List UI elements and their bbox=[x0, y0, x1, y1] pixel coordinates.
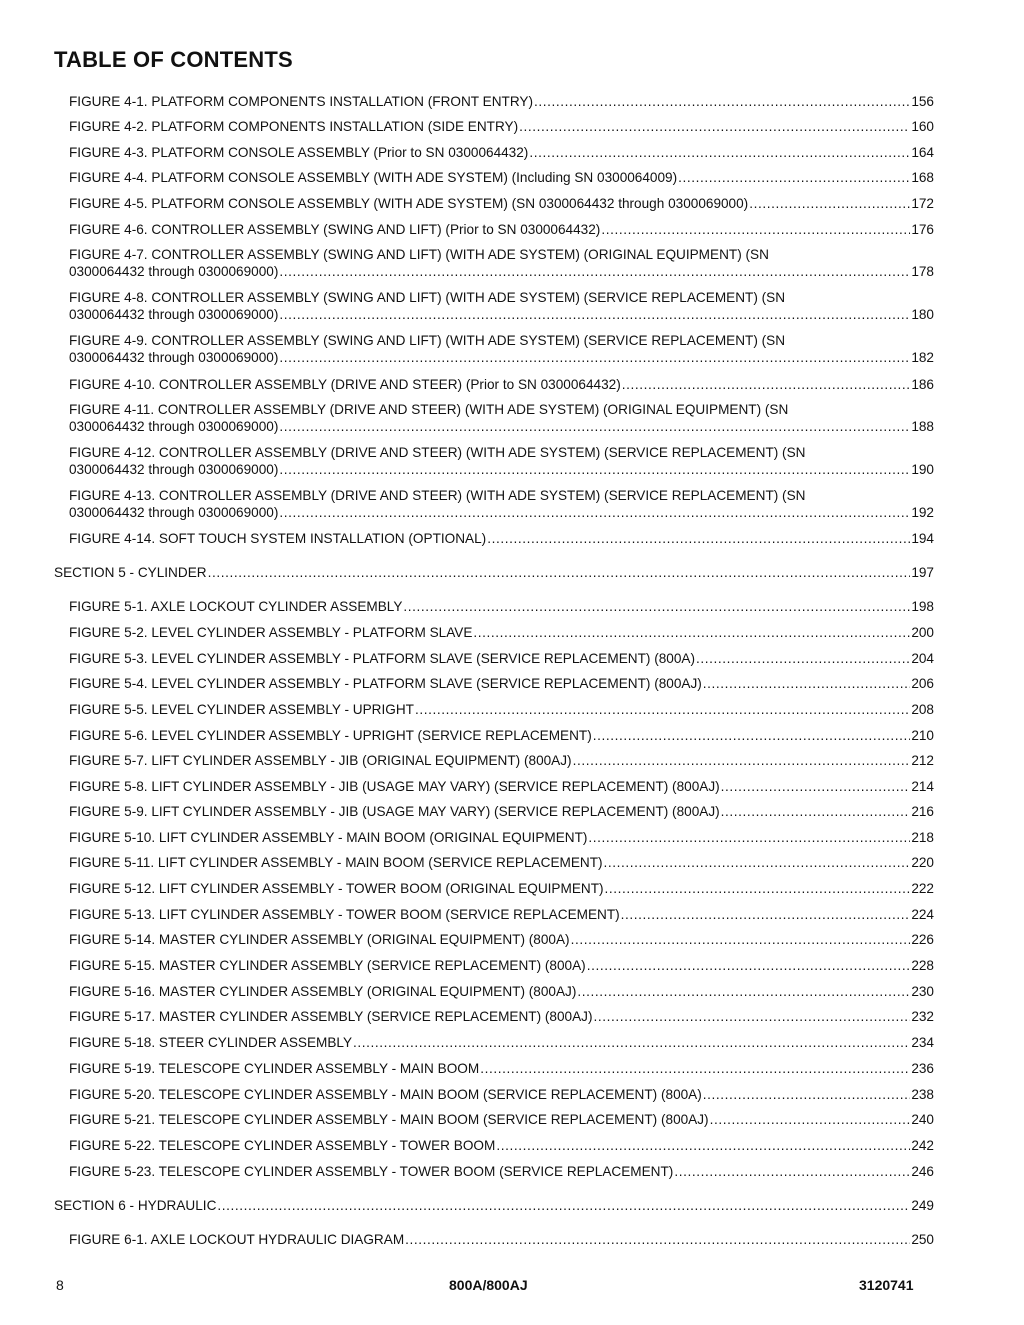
toc-figure-entry[interactable] bbox=[69, 1060, 934, 1077]
toc-entry-page-number: 176 bbox=[911, 222, 934, 237]
toc-entry-title: FIGURE 4-3. PLATFORM CONSOLE ASSEMBLY (Prior to SN 0300064432) bbox=[69, 145, 529, 160]
toc-figure-entry[interactable] bbox=[69, 931, 934, 948]
dot-leader bbox=[480, 1060, 910, 1077]
dot-leader bbox=[487, 530, 910, 547]
toc-entry-page-number: 242 bbox=[911, 1138, 934, 1153]
dot-leader bbox=[496, 1137, 910, 1154]
dot-leader bbox=[594, 1008, 911, 1025]
toc-entry-title: FIGURE 4-14. SOFT TOUCH SYSTEM INSTALLATION (OPTIONAL) bbox=[69, 531, 487, 546]
footer-page-number: 8 bbox=[56, 1277, 64, 1293]
toc-entry-page-number: 250 bbox=[911, 1232, 934, 1247]
toc-figure-entry[interactable] bbox=[69, 1008, 934, 1025]
toc-entry-title-line1: FIGURE 4-7. CONTROLLER ASSEMBLY (SWING AND LIFT) (WITH ADE SYSTEM) (ORIGINAL EQUIPMENT) (SN bbox=[69, 247, 769, 262]
dot-leader bbox=[601, 221, 910, 238]
toc-entry-title: FIGURE 5-1. AXLE LOCKOUT CYLINDER ASSEMBLY bbox=[69, 599, 403, 614]
toc-entry-title-line1: FIGURE 4-11. CONTROLLER ASSEMBLY (DRIVE AND STEER) (WITH ADE SYSTEM) (ORIGINAL EQUIPMENT) (SN bbox=[69, 402, 789, 417]
toc-entry-title: FIGURE 4-6. CONTROLLER ASSEMBLY (SWING AND LIFT) (Prior to SN 0300064432) bbox=[69, 222, 601, 237]
dot-leader bbox=[721, 803, 911, 820]
dot-leader bbox=[621, 906, 911, 923]
toc-figure-entry[interactable] bbox=[69, 444, 934, 478]
toc-entry-title: FIGURE 5-9. LIFT CYLINDER ASSEMBLY - JIB (USAGE MAY VARY) (SERVICE REPLACEMENT) (800AJ) bbox=[69, 804, 720, 819]
toc-entry-title: SECTION 5 - CYLINDER bbox=[54, 565, 207, 580]
toc-entry-page-number: 218 bbox=[911, 830, 934, 845]
dot-leader bbox=[593, 727, 911, 744]
toc-figure-entry[interactable] bbox=[69, 169, 934, 186]
toc-entry-page-number: 206 bbox=[911, 676, 934, 691]
toc-entry-page-number: 208 bbox=[911, 702, 934, 717]
toc-entry-title: FIGURE 5-23. TELESCOPE CYLINDER ASSEMBLY - TOWER BOOM (SERVICE REPLACEMENT) bbox=[69, 1164, 674, 1179]
toc-figure-entry[interactable] bbox=[69, 332, 934, 366]
toc-entry-page-number: 168 bbox=[911, 170, 934, 185]
toc-entry-page-number: 232 bbox=[911, 1009, 934, 1024]
toc-figure-entry[interactable] bbox=[69, 1137, 934, 1154]
toc-entry-title: FIGURE 4-2. PLATFORM COMPONENTS INSTALLATION (SIDE ENTRY) bbox=[69, 119, 519, 134]
dot-leader bbox=[279, 349, 910, 366]
toc-figure-entry[interactable] bbox=[69, 983, 934, 1000]
toc-figure-entry[interactable] bbox=[69, 598, 934, 615]
toc-entry-title: 0300064432 through 0300069000) bbox=[69, 462, 279, 477]
toc-entry-title: FIGURE 5-14. MASTER CYLINDER ASSEMBLY (ORIGINAL EQUIPMENT) (800A) bbox=[69, 932, 570, 947]
toc-figure-entry[interactable] bbox=[69, 93, 934, 110]
dot-leader bbox=[279, 263, 910, 280]
dot-leader bbox=[577, 983, 910, 1000]
dot-leader bbox=[534, 93, 910, 110]
toc-section-entry[interactable] bbox=[54, 564, 934, 581]
dot-leader bbox=[678, 169, 910, 186]
toc-entry-title: 0300064432 through 0300069000) bbox=[69, 307, 279, 322]
toc-entry-page-number: 246 bbox=[911, 1164, 934, 1179]
dot-leader bbox=[571, 931, 911, 948]
dot-leader bbox=[353, 1034, 910, 1051]
toc-entry-page-number: 197 bbox=[911, 565, 934, 580]
dot-leader bbox=[519, 118, 910, 135]
toc-entry-page-number: 226 bbox=[911, 932, 934, 947]
toc-entry-page-number: 192 bbox=[911, 505, 934, 520]
toc-entry-title: FIGURE 5-17. MASTER CYLINDER ASSEMBLY (SERVICE REPLACEMENT) (800AJ) bbox=[69, 1009, 593, 1024]
toc-entry-page-number: 198 bbox=[911, 599, 934, 614]
toc-entry-page-number: 249 bbox=[911, 1198, 934, 1213]
toc-entry-page-number: 210 bbox=[911, 728, 934, 743]
dot-leader bbox=[622, 376, 911, 393]
toc-figure-entry[interactable] bbox=[69, 803, 934, 820]
toc-figure-entry[interactable] bbox=[69, 487, 934, 521]
toc-figure-entry[interactable] bbox=[69, 1034, 934, 1051]
toc-entry-page-number: 224 bbox=[911, 907, 934, 922]
dot-leader bbox=[605, 880, 911, 897]
dot-leader bbox=[721, 778, 911, 795]
toc-entry-page-number: 160 bbox=[911, 119, 934, 134]
toc-entry-page-number: 178 bbox=[911, 264, 934, 279]
toc-entry-page-number: 228 bbox=[911, 958, 934, 973]
toc-entry-title: FIGURE 5-10. LIFT CYLINDER ASSEMBLY - MAIN BOOM (ORIGINAL EQUIPMENT) bbox=[69, 830, 588, 845]
toc-entry-page-number: 186 bbox=[911, 377, 934, 392]
toc-entry-page-number: 220 bbox=[911, 855, 934, 870]
toc-entry-title-line1: FIGURE 4-13. CONTROLLER ASSEMBLY (DRIVE AND STEER) (WITH ADE SYSTEM) (SERVICE REPLACEMENT) (SN bbox=[69, 488, 806, 503]
toc-entry-page-number: 172 bbox=[911, 196, 934, 211]
dot-leader bbox=[279, 504, 910, 521]
dot-leader bbox=[749, 195, 910, 212]
toc-entry-title: 0300064432 through 0300069000) bbox=[69, 419, 279, 434]
toc-entry-title-line1: FIGURE 4-12. CONTROLLER ASSEMBLY (DRIVE AND STEER) (WITH ADE SYSTEM) (SERVICE REPLACEMENT) (SN bbox=[69, 445, 806, 460]
toc-entry-title: FIGURE 4-1. PLATFORM COMPONENTS INSTALLATION (FRONT ENTRY) bbox=[69, 94, 533, 109]
toc-entry-title: FIGURE 5-19. TELESCOPE CYLINDER ASSEMBLY - MAIN BOOM bbox=[69, 1061, 480, 1076]
toc-entry-title: FIGURE 5-3. LEVEL CYLINDER ASSEMBLY - PLATFORM SLAVE (SERVICE REPLACEMENT) (800A) bbox=[69, 651, 695, 666]
toc-entry-page-number: 222 bbox=[911, 881, 934, 896]
toc-entry-title: FIGURE 5-12. LIFT CYLINDER ASSEMBLY - TOWER BOOM (ORIGINAL EQUIPMENT) bbox=[69, 881, 604, 896]
toc-figure-entry[interactable] bbox=[69, 1231, 934, 1248]
toc-figure-entry[interactable] bbox=[69, 650, 934, 667]
toc-entry-title: FIGURE 5-8. LIFT CYLINDER ASSEMBLY - JIB (USAGE MAY VARY) (SERVICE REPLACEMENT) (800AJ) bbox=[69, 779, 720, 794]
toc-figure-entry[interactable] bbox=[69, 195, 934, 212]
toc-entry-title: 0300064432 through 0300069000) bbox=[69, 505, 279, 520]
toc-figure-entry[interactable] bbox=[69, 221, 934, 238]
toc-entry-page-number: 180 bbox=[911, 307, 934, 322]
toc-entry-title: FIGURE 5-13. LIFT CYLINDER ASSEMBLY - TOWER BOOM (SERVICE REPLACEMENT) bbox=[69, 907, 620, 922]
toc-entry-page-number: 156 bbox=[911, 94, 934, 109]
toc-entry-title: FIGURE 5-22. TELESCOPE CYLINDER ASSEMBLY - TOWER BOOM bbox=[69, 1138, 496, 1153]
toc-entry-title: FIGURE 5-5. LEVEL CYLINDER ASSEMBLY - UPRIGHT bbox=[69, 702, 414, 717]
toc-entry-page-number: 212 bbox=[911, 753, 934, 768]
toc-entry-page-number: 194 bbox=[911, 531, 934, 546]
toc-entry-page-number: 238 bbox=[911, 1087, 934, 1102]
toc-figure-entry[interactable] bbox=[69, 246, 934, 280]
toc-figure-entry[interactable] bbox=[69, 727, 934, 744]
toc-entry-title: FIGURE 5-2. LEVEL CYLINDER ASSEMBLY - PLATFORM SLAVE bbox=[69, 625, 473, 640]
toc-entry-title: FIGURE 5-7. LIFT CYLINDER ASSEMBLY - JIB (ORIGINAL EQUIPMENT) (800AJ) bbox=[69, 753, 572, 768]
toc-entry-title: FIGURE 5-6. LEVEL CYLINDER ASSEMBLY - UPRIGHT (SERVICE REPLACEMENT) bbox=[69, 728, 592, 743]
toc-entry-page-number: 236 bbox=[911, 1061, 934, 1076]
toc-entry-page-number: 200 bbox=[911, 625, 934, 640]
dot-leader bbox=[208, 564, 911, 581]
dot-leader bbox=[696, 650, 910, 667]
dot-leader bbox=[674, 1163, 910, 1180]
dot-leader bbox=[529, 144, 910, 161]
page-title: TABLE OF CONTENTS bbox=[54, 47, 293, 72]
dot-leader bbox=[710, 1111, 911, 1128]
toc-entry-page-number: 182 bbox=[911, 350, 934, 365]
toc-figure-entry[interactable] bbox=[69, 118, 934, 135]
toc-figure-entry[interactable] bbox=[69, 289, 934, 323]
toc-entry-title-line1: FIGURE 4-9. CONTROLLER ASSEMBLY (SWING AND LIFT) (WITH ADE SYSTEM) (SERVICE REPLACEMENT) (SN bbox=[69, 333, 786, 348]
toc-entry-page-number: 190 bbox=[911, 462, 934, 477]
toc-entry-title: FIGURE 5-15. MASTER CYLINDER ASSEMBLY (SERVICE REPLACEMENT) (800A) bbox=[69, 958, 586, 973]
toc-entry-page-number: 216 bbox=[911, 804, 934, 819]
dot-leader bbox=[403, 598, 910, 615]
dot-leader bbox=[588, 829, 910, 846]
dot-leader bbox=[604, 854, 911, 871]
toc-entry-title: FIGURE 5-20. TELESCOPE CYLINDER ASSEMBLY - MAIN BOOM (SERVICE REPLACEMENT) (800A) bbox=[69, 1087, 702, 1102]
dot-leader bbox=[587, 957, 911, 974]
toc-entry-page-number: 234 bbox=[911, 1035, 934, 1050]
toc-figure-entry[interactable] bbox=[69, 854, 934, 871]
toc-figure-entry[interactable] bbox=[69, 376, 934, 393]
toc-entry-page-number: 230 bbox=[911, 984, 934, 999]
toc-entry-page-number: 188 bbox=[911, 419, 934, 434]
toc-entry-title: FIGURE 4-5. PLATFORM CONSOLE ASSEMBLY (WITH ADE SYSTEM) (SN 0300064432 through 0300069000) bbox=[69, 196, 749, 211]
toc-entry-title: FIGURE 5-18. STEER CYLINDER ASSEMBLY bbox=[69, 1035, 353, 1050]
toc-entry-title: SECTION 6 - HYDRAULIC bbox=[54, 1198, 217, 1213]
toc-figure-entry[interactable] bbox=[69, 530, 934, 547]
dot-leader bbox=[405, 1231, 910, 1248]
dot-leader bbox=[415, 701, 910, 718]
toc-figure-entry[interactable] bbox=[69, 829, 934, 846]
toc-entry-title: FIGURE 5-11. LIFT CYLINDER ASSEMBLY - MAIN BOOM (SERVICE REPLACEMENT) bbox=[69, 855, 603, 870]
toc-figure-entry[interactable] bbox=[69, 778, 934, 795]
toc-entry-title: 0300064432 through 0300069000) bbox=[69, 350, 279, 365]
toc-figure-entry[interactable] bbox=[69, 1163, 934, 1180]
toc-entry-title: FIGURE 4-10. CONTROLLER ASSEMBLY (DRIVE AND STEER) (Prior to SN 0300064432) bbox=[69, 377, 621, 392]
toc-figure-entry[interactable] bbox=[69, 880, 934, 897]
toc-figure-entry[interactable] bbox=[69, 752, 934, 769]
toc-entry-title: 0300064432 through 0300069000) bbox=[69, 264, 279, 279]
toc-entry-page-number: 240 bbox=[911, 1112, 934, 1127]
footer-model: 800A/800AJ bbox=[449, 1277, 528, 1293]
toc-entry-title: FIGURE 5-21. TELESCOPE CYLINDER ASSEMBLY - MAIN BOOM (SERVICE REPLACEMENT) (800AJ) bbox=[69, 1112, 709, 1127]
dot-leader bbox=[573, 752, 911, 769]
toc-entry-page-number: 214 bbox=[911, 779, 934, 794]
toc-figure-entry[interactable] bbox=[69, 701, 934, 718]
dot-leader bbox=[703, 1086, 911, 1103]
toc-entry-title: FIGURE 4-4. PLATFORM CONSOLE ASSEMBLY (WITH ADE SYSTEM) (Including SN 0300064009) bbox=[69, 170, 678, 185]
toc-figure-entry[interactable] bbox=[69, 957, 934, 974]
toc-entry-title: FIGURE 5-16. MASTER CYLINDER ASSEMBLY (ORIGINAL EQUIPMENT) (800AJ) bbox=[69, 984, 577, 999]
toc-figure-entry[interactable] bbox=[69, 144, 934, 161]
toc-entry-page-number: 164 bbox=[911, 145, 934, 160]
toc-section-entry[interactable] bbox=[54, 1197, 934, 1214]
toc-figure-entry[interactable] bbox=[69, 401, 934, 435]
toc-entry-title: FIGURE 5-4. LEVEL CYLINDER ASSEMBLY - PLATFORM SLAVE (SERVICE REPLACEMENT) (800AJ) bbox=[69, 676, 702, 691]
dot-leader bbox=[473, 624, 910, 641]
toc-figure-entry[interactable] bbox=[69, 1111, 934, 1128]
dot-leader bbox=[217, 1197, 910, 1214]
toc-entry-title-line1: FIGURE 4-8. CONTROLLER ASSEMBLY (SWING AND LIFT) (WITH ADE SYSTEM) (SERVICE REPLACEMENT) (SN bbox=[69, 290, 786, 305]
toc-figure-entry[interactable] bbox=[69, 624, 934, 641]
toc-entry-title: FIGURE 6-1. AXLE LOCKOUT HYDRAULIC DIAGRAM bbox=[69, 1232, 405, 1247]
toc-figure-entry[interactable] bbox=[69, 1086, 934, 1103]
footer-doc-number: 3120741 bbox=[859, 1277, 914, 1293]
toc-figure-entry[interactable] bbox=[69, 675, 934, 692]
dot-leader bbox=[703, 675, 911, 692]
dot-leader bbox=[279, 461, 910, 478]
toc-figure-entry[interactable] bbox=[69, 906, 934, 923]
dot-leader bbox=[279, 418, 910, 435]
dot-leader bbox=[279, 306, 910, 323]
toc-entry-page-number: 204 bbox=[911, 651, 934, 666]
